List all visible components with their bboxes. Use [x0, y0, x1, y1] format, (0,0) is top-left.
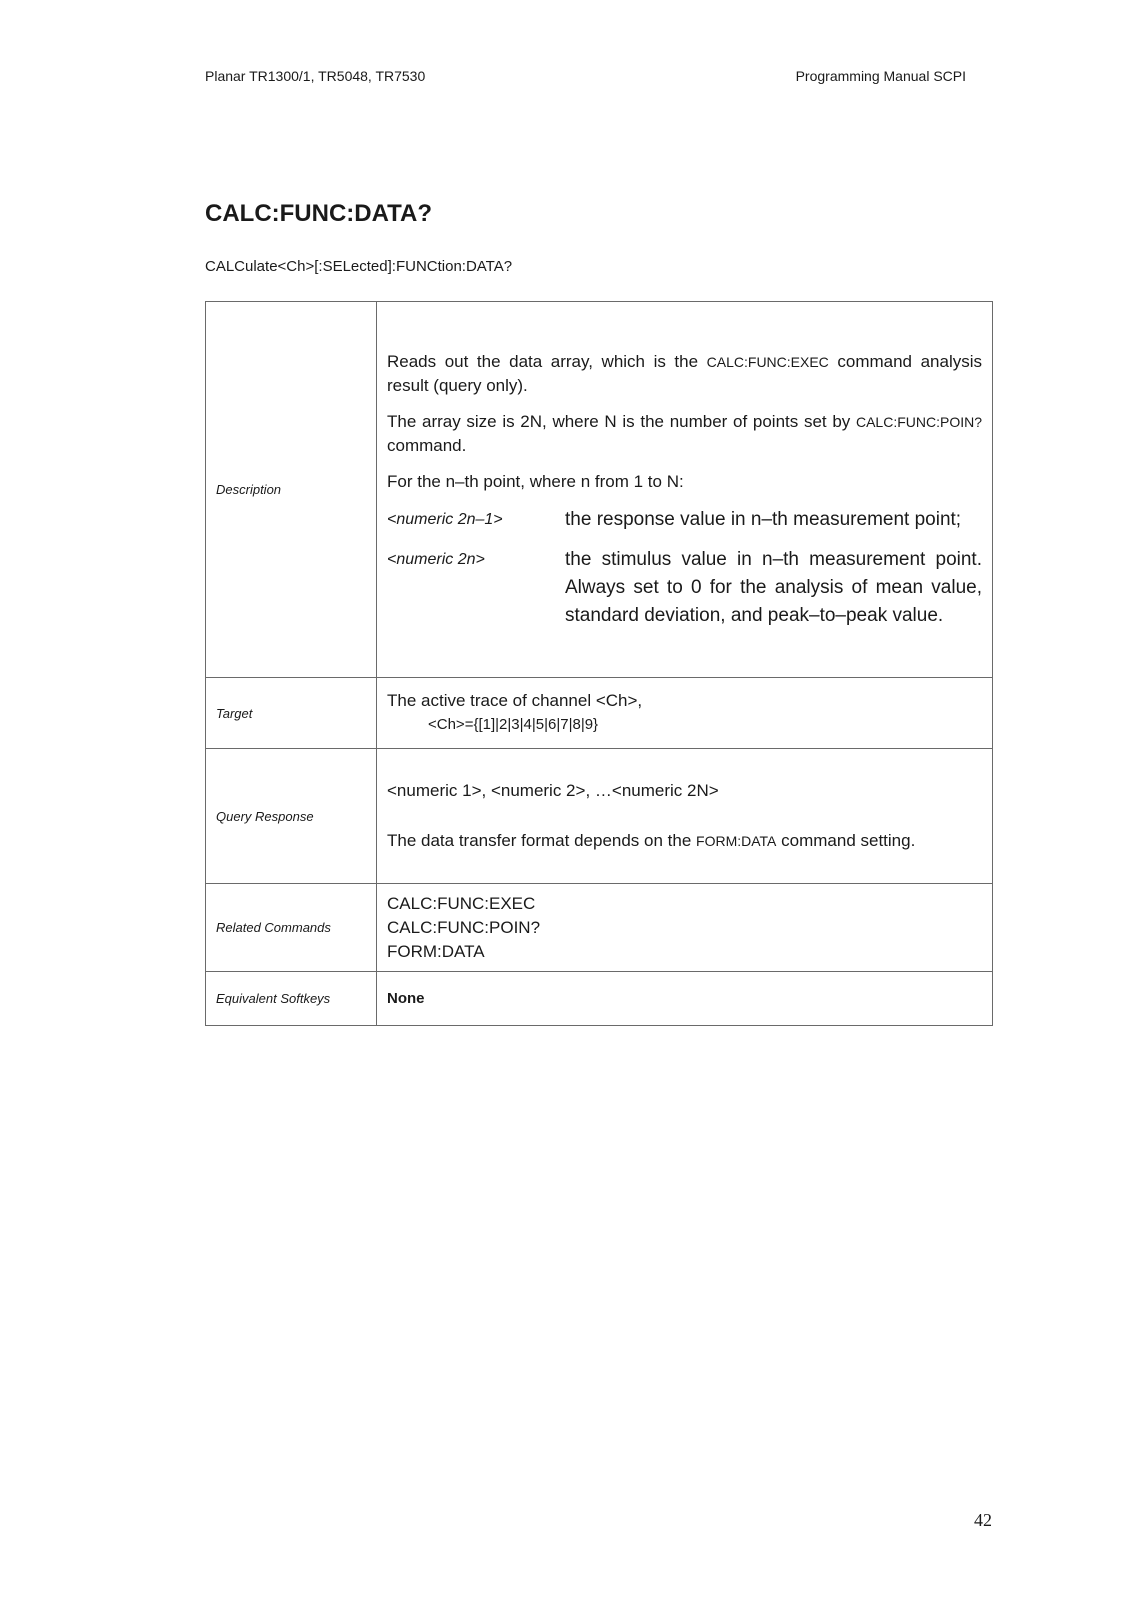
query-response-text: The data transfer format depends on the: [387, 831, 697, 850]
header-right: Programming Manual SCPI: [795, 68, 966, 84]
header-left: Planar TR1300/1, TR5048, TR7530: [205, 68, 426, 84]
command-syntax: CALCulate<Ch>[:SELected]:FUNCtion:DATA?: [205, 258, 513, 275]
description-text: Reads out the data array, which is the: [387, 351, 707, 371]
description-para-3: For the n–th point, where n from 1 to N:: [387, 471, 684, 491]
target-cell: [377, 678, 993, 749]
query-response-label: Query Response: [206, 749, 377, 884]
description-text: command.: [387, 435, 467, 455]
softkeys-label: Equivalent Softkeys: [206, 972, 377, 1026]
table-row-related: [206, 884, 993, 972]
target-label: Target: [206, 678, 377, 749]
table-row-description: [206, 302, 993, 678]
related-cell: [377, 884, 993, 972]
query-response-code: FORM:DATA: [696, 833, 777, 849]
description-label: Description: [206, 302, 377, 678]
description-para-2: [387, 410, 982, 458]
related-label: Related Commands: [206, 884, 377, 972]
description-para-1: [387, 350, 982, 398]
param-desc: the stimulus value in n–th measurement point. Always set to 0 for the analysis of mean value, standard deviation, and peak–to–peak value.: [565, 548, 982, 626]
query-response-format: <numeric 1>, <numeric 2>, …<numeric 2N>: [387, 781, 719, 800]
description-text: command analysis result (query only).: [387, 351, 983, 395]
table-row-query-response: [206, 749, 993, 884]
query-response-text: command setting.: [776, 831, 916, 850]
param-name: <numeric 2n>: [387, 550, 485, 568]
table-row-target: [206, 678, 993, 749]
param-name: <numeric 2n–1>: [387, 510, 503, 528]
related-command: FORM:DATA: [387, 941, 485, 961]
page-number: 42: [974, 1510, 992, 1530]
query-response-cell: [377, 749, 993, 884]
description-text: The array size is 2N, where N is the number of points set by: [387, 411, 856, 431]
target-line-2: <Ch>={[1]|2|3|4|5|6|7|8|9}: [428, 716, 599, 733]
command-spec-table: [205, 301, 993, 1026]
target-line-1: The active trace of channel <Ch>,: [387, 691, 643, 710]
description-cell: [377, 302, 993, 678]
param-row: [387, 546, 982, 630]
related-command: CALC:FUNC:POIN?: [387, 917, 541, 937]
page-title: CALC:FUNC:DATA?: [205, 200, 433, 227]
param-desc: the response value in n–th measurement point;: [565, 508, 962, 530]
related-command: CALC:FUNC:EXEC: [387, 893, 536, 913]
softkeys-cell: [377, 972, 993, 1026]
description-code-poin: CALC:FUNC:POIN?: [855, 413, 982, 430]
query-response-note: [387, 829, 982, 853]
description-code-exec: CALC:FUNC:EXEC: [706, 353, 829, 370]
table-row-softkeys: [206, 972, 993, 1026]
param-row: [387, 506, 982, 534]
softkeys-value: None: [387, 990, 425, 1007]
